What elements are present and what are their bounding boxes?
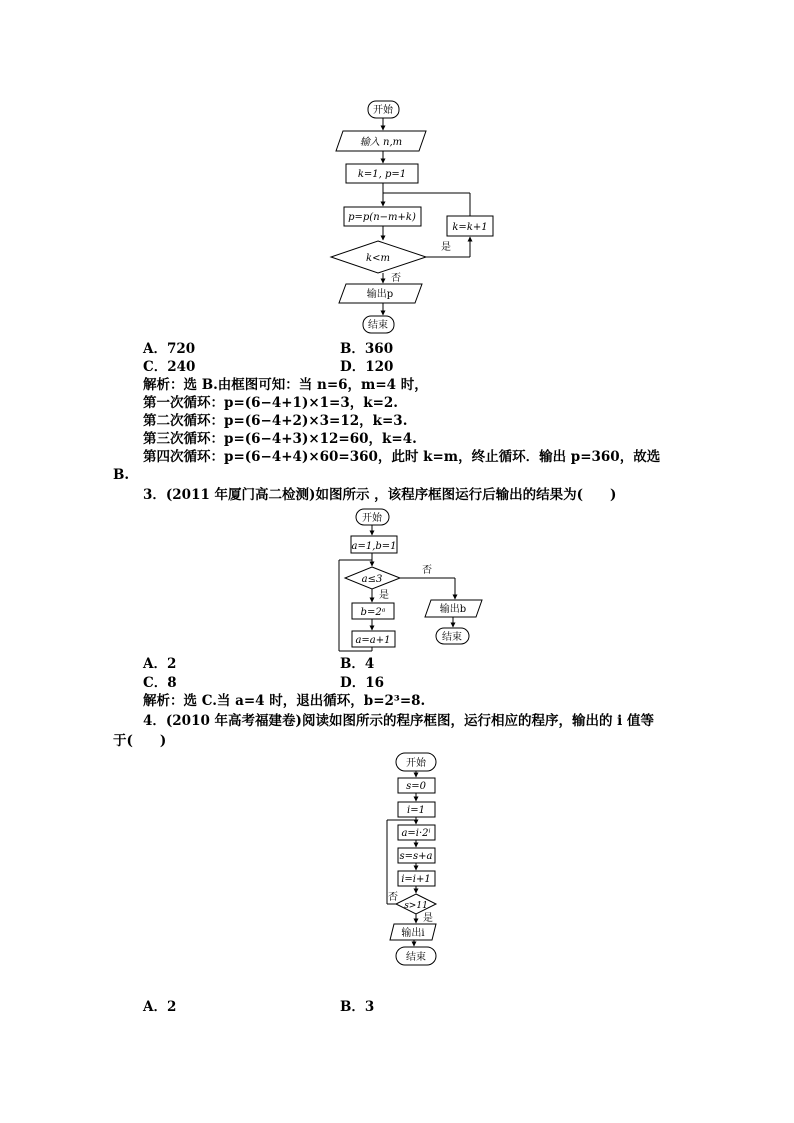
fc3-cond-label: s>11 <box>404 901 428 911</box>
q2-solution-line-2: 第一次循环：p=(6−4+1)×1=3，k=2. <box>143 395 398 411</box>
fc3-end-label: 结束 <box>406 952 426 963</box>
fc1-start-label: 开始 <box>373 105 393 116</box>
fc3-no-label: 否 <box>388 892 398 903</box>
q3-question: 3．(2011 年厦门高二检测)如图所示 ，该程序框图运行后输出的结果为( ) <box>143 487 617 503</box>
fc2-start-label: 开始 <box>362 513 382 524</box>
q3-solution: 解析：选 C.当 a=4 时，退出循环，b=2³=8. <box>143 693 426 709</box>
fc1-yes-label: 是 <box>441 242 451 253</box>
fc2-no-label: 否 <box>422 565 432 576</box>
fc2-cond-label: a≤3 <box>361 574 383 585</box>
fc2-yes-label: 是 <box>379 590 389 601</box>
fc1-no-label: 否 <box>391 273 401 284</box>
fc3-assign-i-label: i=i+1 <box>401 874 431 885</box>
q2-solution-line-3: 第二次循环：p=(6−4+2)×3=12，k=3. <box>143 413 408 429</box>
fc2-end-label: 结束 <box>442 632 462 643</box>
fc2-assign-a-label: a=a+1 <box>355 635 391 646</box>
fc2-output-label: 输出b <box>439 604 467 615</box>
q2-option-a: A．720 <box>143 341 196 357</box>
fc1-init-label: k=1, p=1 <box>357 169 407 180</box>
fc3-start-label: 开始 <box>406 758 426 769</box>
fc1-input-label: 输入 n,m <box>359 137 403 148</box>
q3-option-c: C．8 <box>143 675 177 691</box>
fc1-output-label: 输出p <box>366 289 394 300</box>
fc2-init-label: a=1,b=1 <box>351 541 397 552</box>
fc1-end-label: 结束 <box>368 320 388 331</box>
fc3-assign-s-label: s=s+a <box>399 851 433 862</box>
q2-solution-line-4: 第三次循环：p=(6−4+3)×12=60，k=4. <box>143 431 417 447</box>
q4-question-line-2: 于( ) <box>113 733 167 749</box>
q2-option-c: C．240 <box>143 359 196 375</box>
q3-option-b: B．4 <box>340 656 375 672</box>
fc1-update-k-label: k=k+1 <box>452 222 488 233</box>
q4-option-b: B．3 <box>340 999 375 1015</box>
q2-solution-line-1: 解析：选 B.由框图可知：当 n=6，m=4 时， <box>143 377 428 393</box>
fc3-init-i-label: i=1 <box>407 805 425 816</box>
q2-solution-line-5: 第四次循环：p=(6−4+4)×60=360，此时 k=m，终止循环．输出 p=360，故选 <box>143 449 661 465</box>
fc3-output-label: 输出i <box>401 928 425 939</box>
q2-option-b: B．360 <box>340 341 394 357</box>
q4-option-a: A．2 <box>143 999 177 1015</box>
fc1-update-p-label: p=p(n−m+k) <box>348 212 416 223</box>
q4-question-line-1: 4．(2010 年高考福建卷)阅读如图所示的程序框图，运行相应的程序，输出的 i 值等 <box>143 713 654 729</box>
q3-option-a: A．2 <box>143 656 177 672</box>
fc3-init-s-label: s=0 <box>406 781 426 792</box>
q2-solution-line-6: B. <box>113 467 130 483</box>
q2-option-d: D．120 <box>340 359 394 375</box>
fc3-yes-label: 是 <box>423 913 433 924</box>
fc2-assign-b-label: b=2ᵃ <box>360 607 386 618</box>
q3-option-d: D．16 <box>340 675 384 691</box>
fc1-cond-label: k<m <box>366 253 390 264</box>
fc3-assign-a-label: a=i·2ⁱ <box>401 828 431 839</box>
